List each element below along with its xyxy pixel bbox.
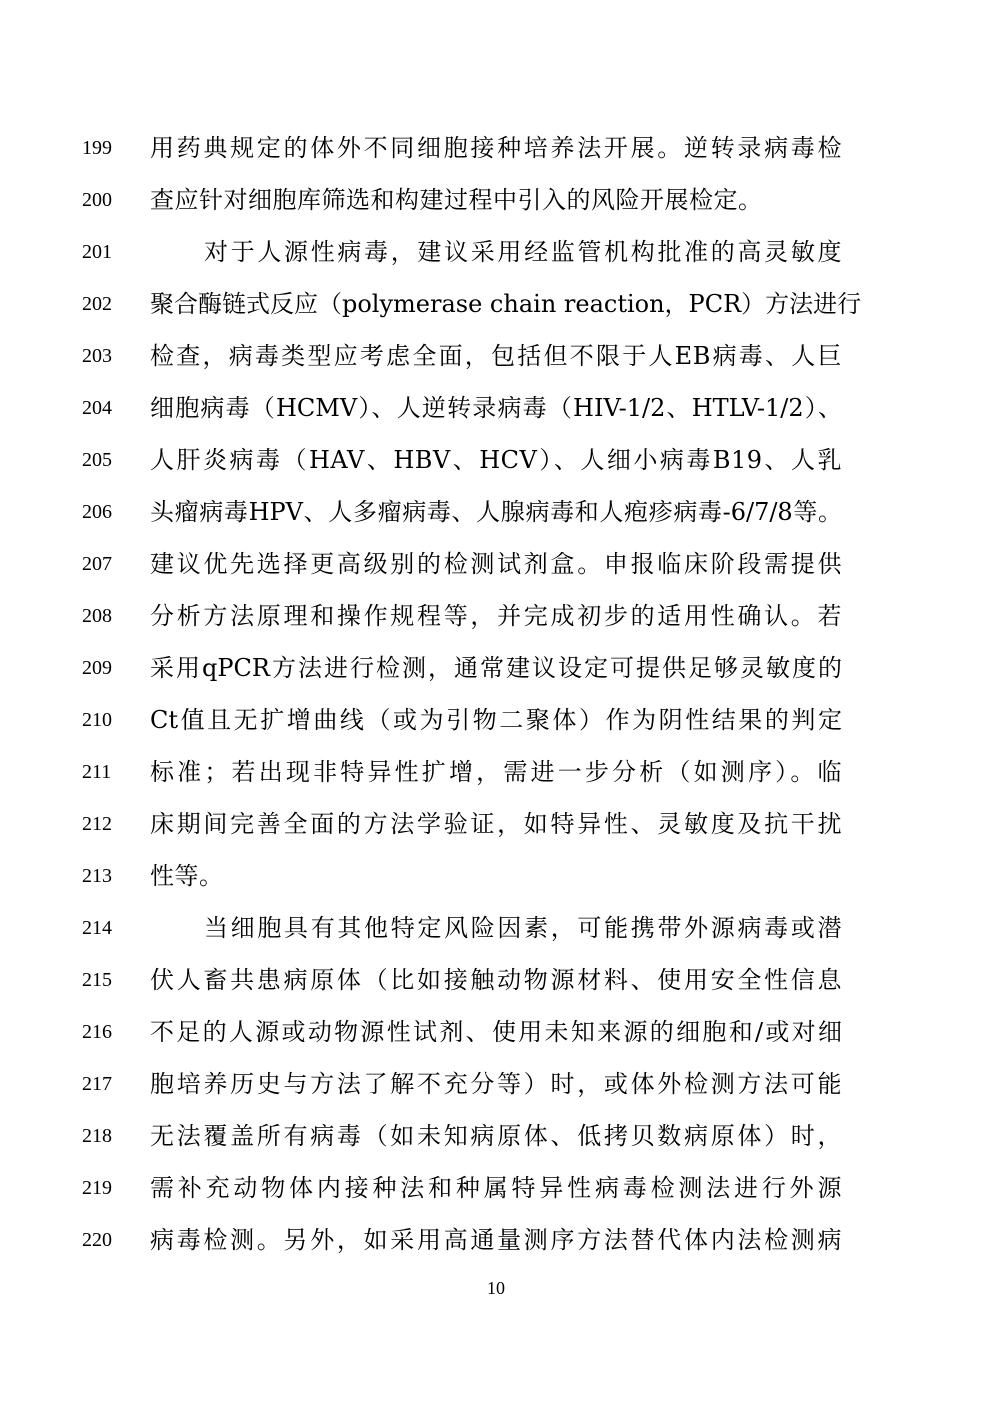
line-number: 201 <box>82 241 112 263</box>
line-number: 203 <box>82 345 112 367</box>
line-text: 检查，病毒类型应考虑全面，包括但不限于人EB病毒、人巨 <box>150 342 842 370</box>
text-line <box>0 642 992 694</box>
line-number: 205 <box>82 449 112 471</box>
line-text: 人肝炎病毒（HAV、HBV、HCV）、人细小病毒B19、人乳 <box>150 446 842 474</box>
text-line <box>0 174 992 226</box>
text-line <box>0 226 992 278</box>
text-line <box>0 538 992 590</box>
text-line <box>0 1162 992 1214</box>
line-number: 207 <box>82 553 112 575</box>
line-number: 218 <box>82 1125 112 1147</box>
line-text: 伏人畜共患病原体（比如接触动物源材料、使用安全性信息 <box>150 966 842 994</box>
line-number: 209 <box>82 657 112 679</box>
line-text: 查应针对细胞库筛选和构建过程中引入的风险开展检定。 <box>150 186 763 214</box>
line-text: 当细胞具有其他特定风险因素，可能携带外源病毒或潜 <box>204 914 842 942</box>
text-line <box>0 954 992 1006</box>
line-text: 不足的人源或动物源性试剂、使用未知来源的细胞和/或对细 <box>150 1018 842 1046</box>
text-line <box>0 798 992 850</box>
line-text: 需补充动物体内接种法和种属特异性病毒检测法进行外源 <box>150 1174 842 1202</box>
text-line <box>0 902 992 954</box>
line-text: 采用qPCR方法进行检测，通常建议设定可提供足够灵敏度的 <box>150 654 842 682</box>
text-line <box>0 1058 992 1110</box>
line-text: 标准；若出现非特异性扩增，需进一步分析（如测序）。临 <box>150 758 842 786</box>
text-line <box>0 278 992 330</box>
text-line <box>0 590 992 642</box>
line-number: 204 <box>82 397 112 419</box>
line-number: 213 <box>82 865 112 887</box>
line-text: 细胞病毒（HCMV）、人逆转录病毒（HIV-1/2、HTLV-1/2）、 <box>150 394 842 422</box>
text-line <box>0 1006 992 1058</box>
line-number: 220 <box>82 1229 112 1251</box>
line-number: 210 <box>82 709 112 731</box>
page-number: 10 <box>487 1278 505 1298</box>
line-text: Ct值且无扩增曲线（或为引物二聚体）作为阴性结果的判定 <box>150 706 842 734</box>
line-text: 无法覆盖所有病毒（如未知病原体、低拷贝数病原体）时， <box>150 1122 842 1150</box>
line-text: 头瘤病毒HPV、人多瘤病毒、人腺病毒和人疱疹病毒-6/7/8等。 <box>150 498 842 526</box>
line-number: 211 <box>82 761 112 783</box>
line-text: 对于人源性病毒，建议采用经监管机构批准的高灵敏度 <box>204 238 842 266</box>
line-number: 214 <box>82 917 112 939</box>
line-number: 206 <box>82 501 112 523</box>
text-line <box>0 122 992 174</box>
line-number: 200 <box>82 189 112 211</box>
text-line <box>0 434 992 486</box>
text-line <box>0 330 992 382</box>
line-number: 219 <box>82 1177 112 1199</box>
line-text: 聚合酶链式反应（polymerase chain reaction，PCR）方法进行 <box>150 290 862 318</box>
line-text: 床期间完善全面的方法学验证，如特异性、灵敏度及抗干扰 <box>150 810 842 838</box>
text-line <box>0 1110 992 1162</box>
line-number: 212 <box>82 813 112 835</box>
text-body <box>0 122 992 1266</box>
text-line <box>0 486 992 538</box>
text-line <box>0 746 992 798</box>
text-line <box>0 1214 992 1266</box>
line-number: 208 <box>82 605 112 627</box>
line-number: 217 <box>82 1073 112 1095</box>
text-line <box>0 382 992 434</box>
line-text: 分析方法原理和操作规程等，并完成初步的适用性确认。若 <box>150 602 842 630</box>
line-number: 199 <box>82 137 112 159</box>
text-line <box>0 850 992 902</box>
line-text: 建议优先选择更高级别的检测试剂盒。申报临床阶段需提供 <box>150 550 842 578</box>
line-number: 216 <box>82 1021 112 1043</box>
line-number: 215 <box>82 969 112 991</box>
line-text: 病毒检测。另外，如采用高通量测序方法替代体内法检测病 <box>150 1226 842 1254</box>
line-text: 用药典规定的体外不同细胞接种培养法开展。逆转录病毒检 <box>150 134 842 162</box>
line-number: 202 <box>82 293 112 315</box>
line-text: 胞培养历史与方法了解不充分等）时，或体外检测方法可能 <box>150 1070 842 1098</box>
text-line <box>0 694 992 746</box>
line-text: 性等。 <box>150 862 224 890</box>
